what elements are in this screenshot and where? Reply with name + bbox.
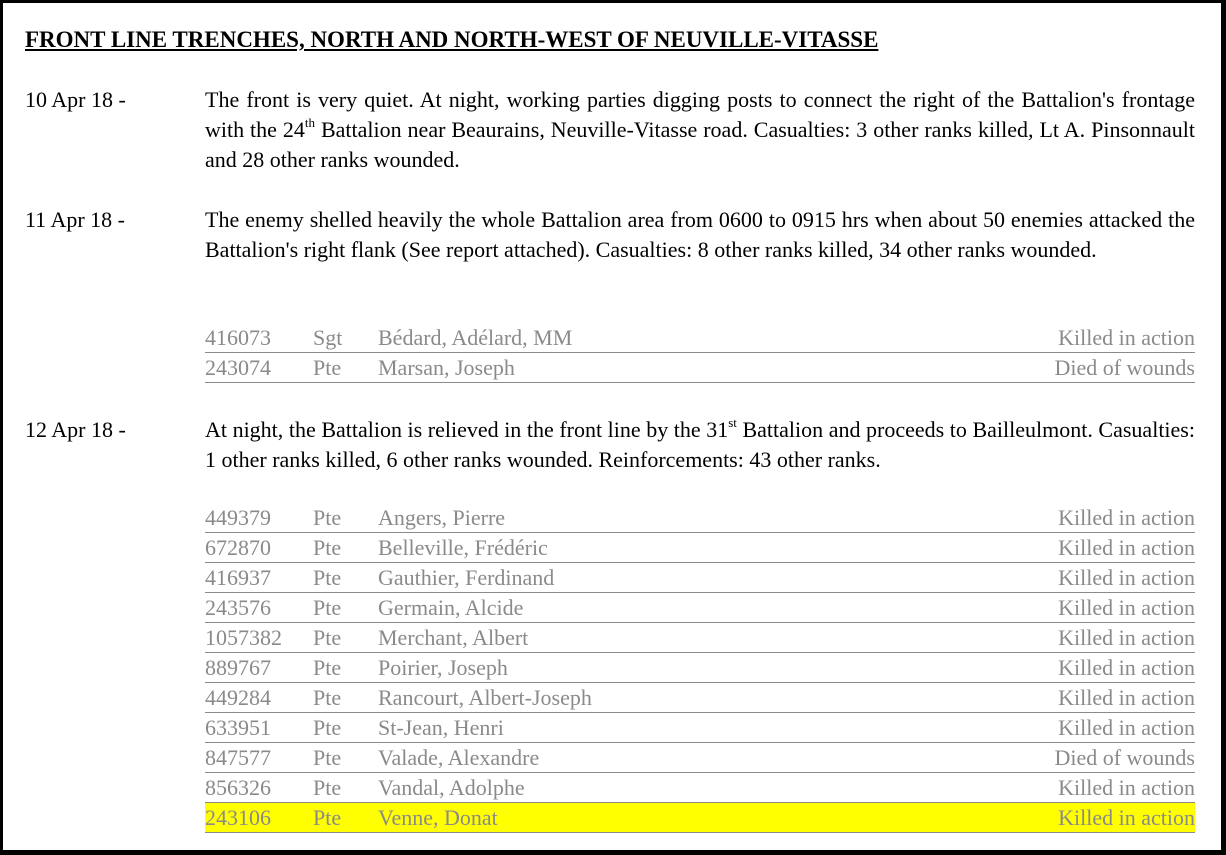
casualty-row[interactable] xyxy=(205,593,1195,623)
casualty-row[interactable] xyxy=(205,623,1195,653)
casualty-row[interactable] xyxy=(205,713,1195,743)
soldier-name: Bédard, Adélard, MM xyxy=(378,325,573,350)
casualty-status: Died of wounds xyxy=(1054,355,1195,380)
service-number: 243074 xyxy=(205,355,271,380)
entry-text xyxy=(205,415,1195,475)
service-number: 416937 xyxy=(205,565,271,590)
service-number: 672870 xyxy=(205,535,271,560)
service-number: 1057382 xyxy=(205,625,282,650)
casualty-status: Killed in action xyxy=(1058,325,1195,350)
casualty-row[interactable] xyxy=(205,503,1195,533)
rank: Pte xyxy=(313,625,342,650)
casualty-status: Killed in action xyxy=(1058,775,1195,800)
entry-text-part: The enemy shelled heavily the whole Battalion area from 0600 to 0915 hrs when about 50 enemies attacked the Battalion's right flank (See report attached). Casualties: 8 other ranks killed, 34 other ranks wounded. xyxy=(205,207,1195,262)
rank: Pte xyxy=(313,655,342,680)
rank: Pte xyxy=(313,565,342,590)
rank: Pte xyxy=(313,775,342,800)
rank: Pte xyxy=(313,805,342,830)
casualty-status: Killed in action xyxy=(1058,805,1195,830)
casualty-row[interactable] xyxy=(205,353,1195,383)
rank: Pte xyxy=(313,595,342,620)
casualty-roll-11-apr xyxy=(205,323,1195,383)
soldier-name: St-Jean, Henri xyxy=(378,715,504,740)
casualty-status: Killed in action xyxy=(1058,655,1195,680)
rank: Pte xyxy=(313,535,342,560)
casualty-row[interactable] xyxy=(205,563,1195,593)
rank: Pte xyxy=(313,685,342,710)
soldier-name: Angers, Pierre xyxy=(378,505,506,530)
service-number: 243106 xyxy=(205,805,271,830)
service-number: 847577 xyxy=(205,745,271,770)
casualty-row[interactable] xyxy=(205,743,1195,773)
soldier-name: Germain, Alcide xyxy=(378,595,524,620)
soldier-name: Valade, Alexandre xyxy=(378,745,540,770)
casualty-status: Killed in action xyxy=(1058,535,1195,560)
entry-date: 10 Apr 18 - xyxy=(25,87,126,112)
casualty-row[interactable] xyxy=(205,533,1195,563)
entry-date: 11 Apr 18 - xyxy=(25,207,126,232)
rank: Pte xyxy=(313,745,342,770)
soldier-name: Belleville, Frédéric xyxy=(378,535,548,560)
casualty-row[interactable] xyxy=(205,773,1195,803)
soldier-name: Venne, Donat xyxy=(378,805,498,830)
entry-text-part: The front is very quiet. At night, working parties digging posts to connect the right of the Battalion's frontage with the 24 xyxy=(205,87,1195,142)
entry-text-part: Battalion and proceeds to Bailleulmont. Casualties: 1 other ranks killed, 6 other ranks wounded. Reinforcements: 43 other ranks. xyxy=(205,417,1195,472)
casualty-row[interactable] xyxy=(205,653,1195,683)
service-number: 243576 xyxy=(205,595,271,620)
rank: Pte xyxy=(313,355,342,380)
casualty-status: Killed in action xyxy=(1058,685,1195,710)
ordinal-suffix: th xyxy=(304,114,316,130)
soldier-name: Gauthier, Ferdinand xyxy=(378,565,555,590)
casualty-row[interactable] xyxy=(205,323,1195,353)
casualty-status: Killed in action xyxy=(1058,505,1195,530)
service-number: 449284 xyxy=(205,685,271,710)
entry-text xyxy=(205,205,1195,265)
service-number: 856326 xyxy=(205,775,271,800)
service-number: 449379 xyxy=(205,505,271,530)
rank: Pte xyxy=(313,715,342,740)
soldier-name: Poirier, Joseph xyxy=(378,655,508,680)
entry-text-part: At night, the Battalion is relieved in the front line by the 31 xyxy=(205,417,729,442)
ordinal-suffix: st xyxy=(728,414,737,430)
casualty-status: Killed in action xyxy=(1058,715,1195,740)
soldier-name: Vandal, Adolphe xyxy=(378,775,525,800)
casualty-status: Killed in action xyxy=(1058,565,1195,590)
service-number: 889767 xyxy=(205,655,271,680)
soldier-name: Merchant, Albert xyxy=(378,625,529,650)
page-heading: FRONT LINE TRENCHES, NORTH AND NORTH-WEST OF NEUVILLE-VITASSE xyxy=(25,27,879,52)
entry-date: 12 Apr 18 - xyxy=(25,417,126,442)
service-number: 633951 xyxy=(205,715,271,740)
casualty-status: Killed in action xyxy=(1058,595,1195,620)
casualty-row[interactable] xyxy=(205,683,1195,713)
entry-text xyxy=(205,85,1195,175)
casualty-status: Died of wounds xyxy=(1054,745,1195,770)
rank: Pte xyxy=(313,505,342,530)
entry-text-part: Battalion near Beaurains, Neuville-Vitasse road. Casualties: 3 other ranks killed, Lt A. Pinsonnault and 28 other ranks wounded. xyxy=(205,117,1195,172)
service-number: 416073 xyxy=(205,325,271,350)
casualty-row-highlighted[interactable] xyxy=(205,803,1195,833)
casualty-status: Killed in action xyxy=(1058,625,1195,650)
soldier-name: Marsan, Joseph xyxy=(378,355,515,380)
casualty-roll-12-apr xyxy=(205,503,1195,833)
rank: Sgt xyxy=(313,325,343,350)
soldier-name: Rancourt, Albert-Joseph xyxy=(378,685,592,710)
